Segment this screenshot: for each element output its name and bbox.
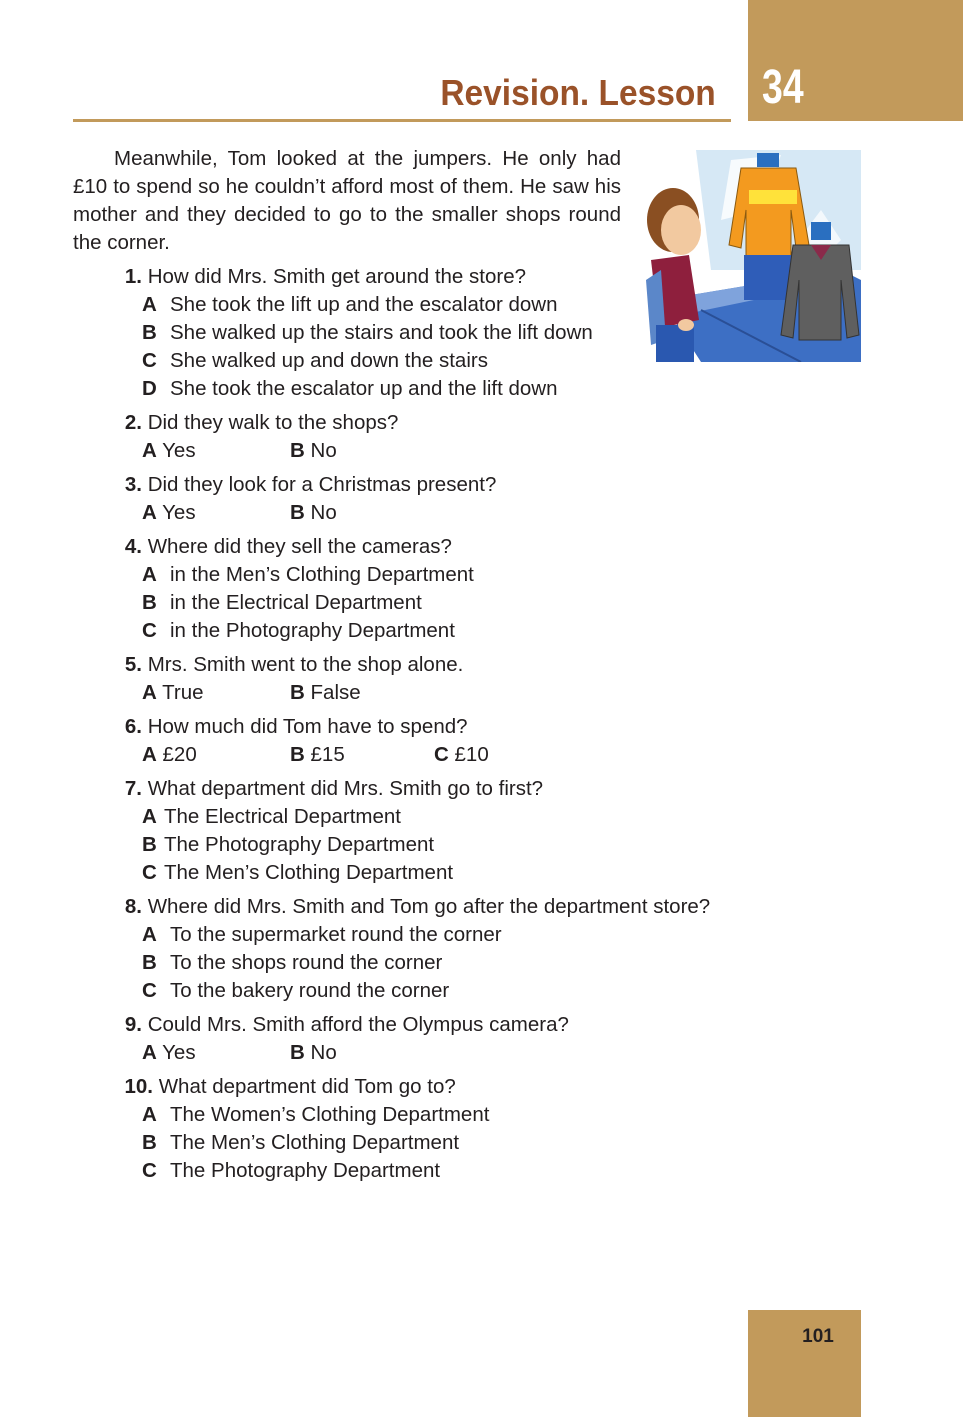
question-text: Did they look for a Christmas present? (147, 473, 497, 496)
intro-paragraph: Meanwhile, Tom looked at the jumpers. He only had £10 to spend so he couldn’t afford most of them. He saw his mother and they decided to go to the smaller shops round the corner. (73, 147, 621, 254)
answer-option: A She took the lift up and the escalator down (142, 293, 558, 316)
question-text: How did Mrs. Smith get around the store? (147, 265, 526, 288)
question-text: Mrs. Smith went to the shop alone. (147, 653, 464, 676)
lesson-number: 34 (762, 61, 804, 114)
answer-option: C £10 (434, 743, 489, 766)
question-text: Where did they sell the cameras? (147, 535, 452, 558)
answer-option: B No (290, 439, 337, 462)
question-number: 9. (124, 1013, 142, 1036)
answer-option: B To the shops round the corner (142, 951, 443, 974)
page-title: Revision. Lesson (440, 72, 716, 113)
question-number: 5. (124, 653, 142, 676)
question-number: 6. (124, 715, 142, 738)
question-6 (73, 713, 773, 769)
answer-options (73, 1039, 773, 1067)
answer-option: B No (290, 1041, 337, 1064)
answer-option: C To the bakery round the corner (142, 979, 450, 1002)
question-10 (73, 1073, 773, 1185)
answer-option: A Yes (142, 501, 196, 524)
title-divider (73, 119, 731, 122)
answer-option: A in the Men’s Clothing Department (142, 563, 474, 586)
question-number: 3. (124, 473, 142, 496)
answer-option: B No (290, 501, 337, 524)
answer-option: A Yes (142, 439, 196, 462)
answer-option: D She took the escalator up and the lift down (142, 377, 558, 400)
question-8 (73, 893, 773, 1005)
answer-option: C The Men’s Clothing Department (142, 861, 454, 884)
question-text: What department did Mrs. Smith go to first? (147, 777, 544, 800)
question-text: Where did Mrs. Smith and Tom go after the department store? (147, 895, 711, 918)
question-text: What department did Tom go to? (158, 1075, 456, 1098)
question-3 (73, 471, 773, 527)
question-text: How much did Tom have to spend? (147, 715, 468, 738)
answer-options (73, 437, 773, 465)
question-text: Could Mrs. Smith afford the Olympus camera? (147, 1013, 569, 1036)
question-number: 7. (124, 777, 142, 800)
answer-option: A Yes (142, 1041, 196, 1064)
answer-option: C in the Photography Department (142, 619, 455, 642)
answer-option: B She walked up the stairs and took the lift down (142, 321, 593, 344)
answer-options (73, 679, 773, 707)
answer-options (73, 741, 773, 769)
question-text: Did they walk to the shops? (147, 411, 399, 434)
question-number: 2. (124, 411, 142, 434)
answer-option: C She walked up and down the stairs (142, 349, 488, 372)
answer-option: B in the Electrical Department (142, 591, 422, 614)
answer-option: B £15 (290, 743, 345, 766)
questions-list (73, 263, 773, 1191)
question-number: 8. (124, 895, 142, 918)
page-number: 101 (802, 1326, 834, 1347)
answer-option: B False (290, 681, 361, 704)
answer-option: B The Photography Department (142, 833, 435, 856)
answer-option: A True (142, 681, 204, 704)
question-5 (73, 651, 773, 707)
question-4 (73, 533, 773, 645)
answer-option: B The Men’s Clothing Department (142, 1131, 460, 1154)
answer-options (73, 499, 773, 527)
answer-option: A The Women’s Clothing Department (142, 1103, 490, 1126)
question-1 (73, 263, 773, 403)
question-7 (73, 775, 773, 887)
answer-option: C The Photography Department (142, 1159, 441, 1182)
question-number: 10. (124, 1075, 153, 1098)
answer-option: A The Electrical Department (142, 805, 401, 828)
question-number: 4. (124, 535, 142, 558)
question-number: 1. (124, 265, 142, 288)
answer-option: A £20 (142, 743, 197, 766)
question-9 (73, 1011, 773, 1067)
answer-option: A To the supermarket round the corner (142, 923, 502, 946)
question-2 (73, 409, 773, 465)
